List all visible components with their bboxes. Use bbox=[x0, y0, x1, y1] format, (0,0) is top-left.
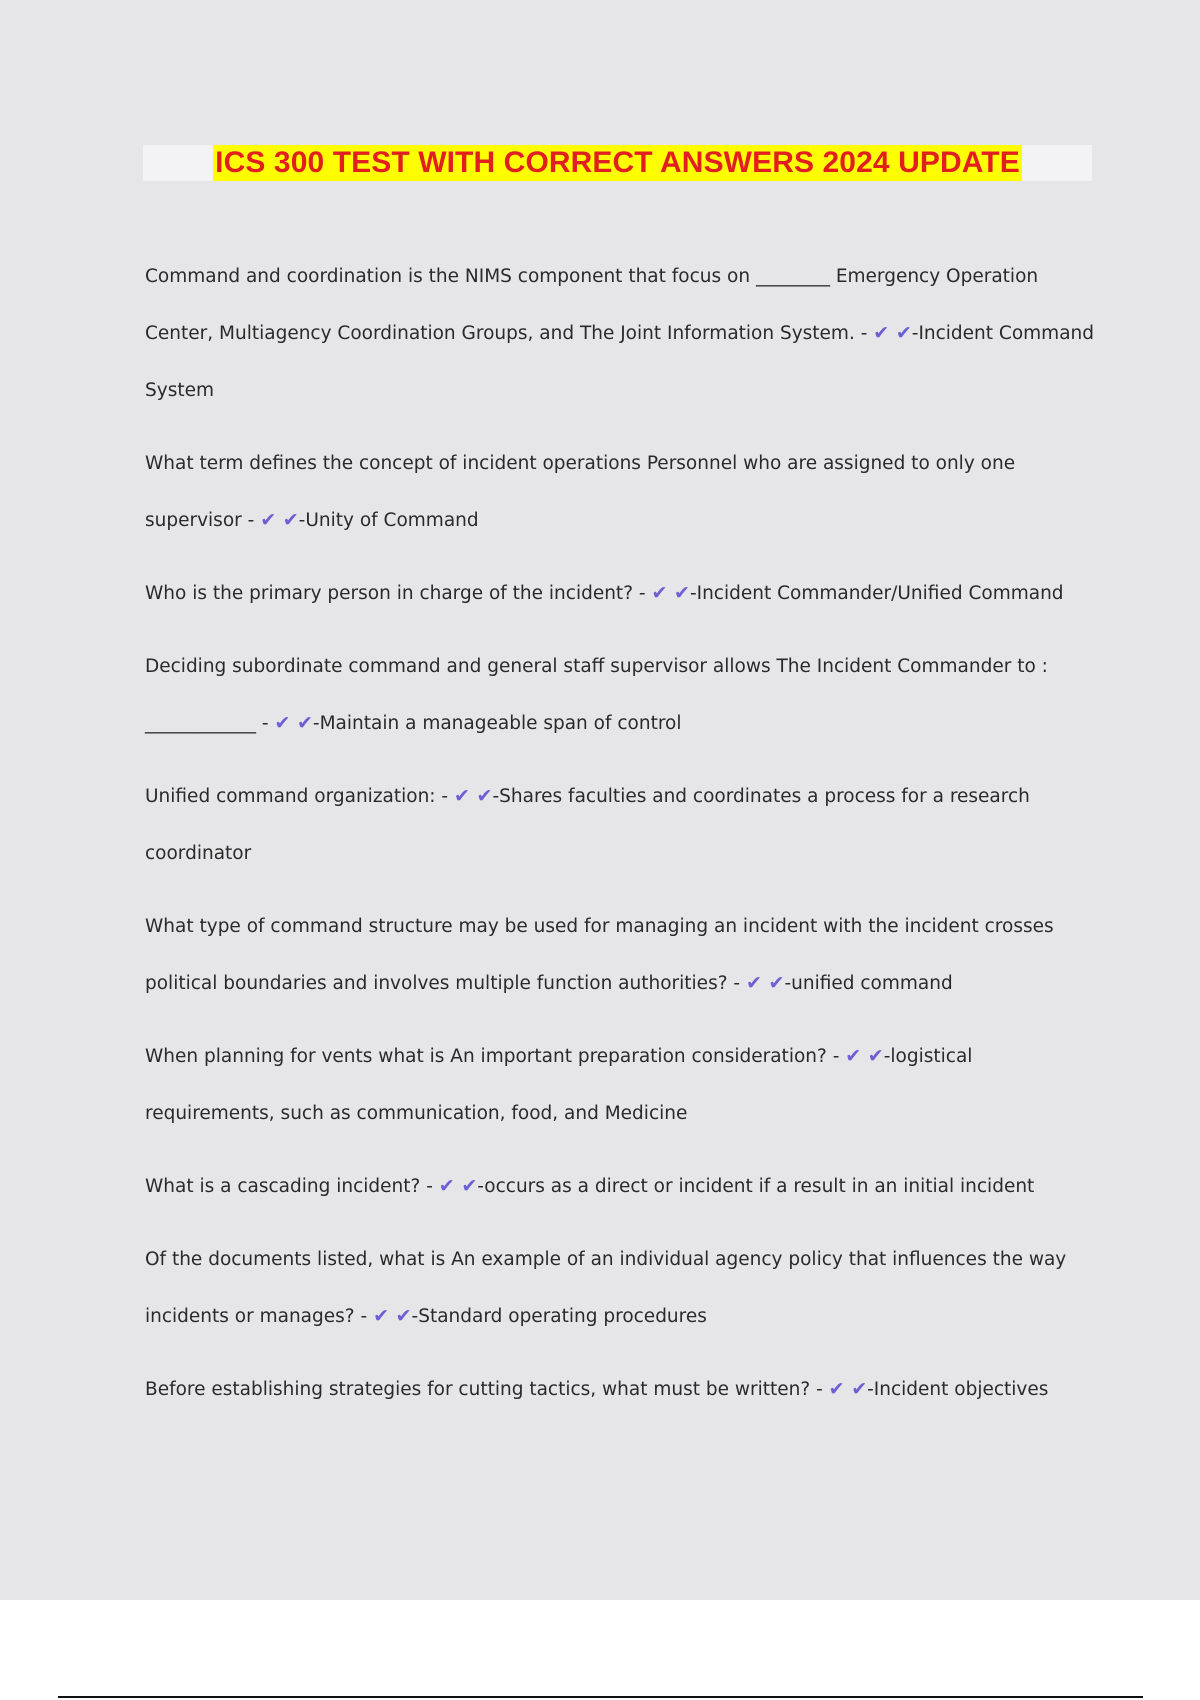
double-check-icon: ✔ ✔ bbox=[260, 509, 299, 531]
qa-item bbox=[145, 898, 1095, 1012]
answer-text: -Shares faculties and coordinates a process for a research coordinator bbox=[145, 786, 1030, 864]
double-check-icon: ✔ ✔ bbox=[274, 712, 313, 734]
document-title: ICS 300 TEST WITH CORRECT ANSWERS 2024 UPDATE bbox=[215, 146, 1020, 179]
qa-item bbox=[145, 435, 1095, 549]
qa-item bbox=[145, 1028, 1095, 1142]
double-check-icon: ✔ ✔ bbox=[845, 1045, 884, 1067]
qa-item bbox=[145, 1158, 1095, 1215]
question-text: Deciding subordinate command and general staff supervisor allows The Incident Commander to : ____________ - bbox=[145, 656, 1048, 734]
answer-text: -logistical requirements, such as communication, food, and Medicine bbox=[145, 1046, 973, 1124]
qa-item bbox=[145, 248, 1095, 419]
qa-item bbox=[145, 1361, 1095, 1418]
question-text: Before establishing strategies for cutting tactics, what must be written? - bbox=[145, 1379, 823, 1400]
qa-item bbox=[145, 1231, 1095, 1345]
question-text: Command and coordination is the NIMS component that focus on ________ Emergency Operation Center, Multiagency Coordination Groups, and The Joint Information System. - bbox=[145, 266, 1039, 344]
double-check-icon: ✔ ✔ bbox=[651, 582, 690, 604]
double-check-icon: ✔ ✔ bbox=[828, 1378, 868, 1400]
double-check-icon: ✔ ✔ bbox=[745, 972, 785, 994]
answer-text: -occurs as a direct or incident if a result in an initial incident bbox=[477, 1176, 1035, 1197]
question-text: What is a cascading incident? - bbox=[145, 1176, 433, 1197]
double-check-icon: ✔ ✔ bbox=[438, 1175, 478, 1197]
question-text: What term defines the concept of incident operations Personnel who are assigned to only one supervisor - bbox=[145, 453, 1016, 531]
title-banner bbox=[143, 145, 1092, 181]
answer-text: -unified command bbox=[784, 973, 953, 994]
question-text: Unified command organization: - bbox=[145, 786, 449, 807]
footer-rule bbox=[58, 1696, 1143, 1698]
answer-text: -Maintain a manageable span of control bbox=[312, 713, 682, 734]
answer-text: -Unity of Command bbox=[298, 510, 479, 531]
double-check-icon: ✔ ✔ bbox=[873, 322, 912, 344]
question-text: Who is the primary person in charge of the incident? - bbox=[145, 583, 646, 604]
answer-text: -Incident objectives bbox=[867, 1379, 1049, 1400]
answer-text: -Incident Command System bbox=[145, 323, 1095, 401]
qa-list bbox=[145, 248, 1095, 1434]
question-text: When planning for vents what is An important preparation consideration? - bbox=[145, 1046, 840, 1067]
question-text: Of the documents listed, what is An example of an individual agency policy that influences the way incidents or manages? - bbox=[145, 1249, 1067, 1327]
qa-item bbox=[145, 565, 1095, 622]
double-check-icon: ✔ ✔ bbox=[454, 785, 493, 807]
double-check-icon: ✔ ✔ bbox=[373, 1305, 412, 1327]
answer-text: -Incident Commander/Unified Command bbox=[689, 583, 1064, 604]
qa-item bbox=[145, 638, 1095, 752]
question-text: What type of command structure may be used for managing an incident with the incident crosses political boundaries and involves multiple function authorities? - bbox=[145, 916, 1054, 994]
qa-item bbox=[145, 768, 1095, 882]
answer-text: -Standard operating procedures bbox=[411, 1306, 707, 1327]
